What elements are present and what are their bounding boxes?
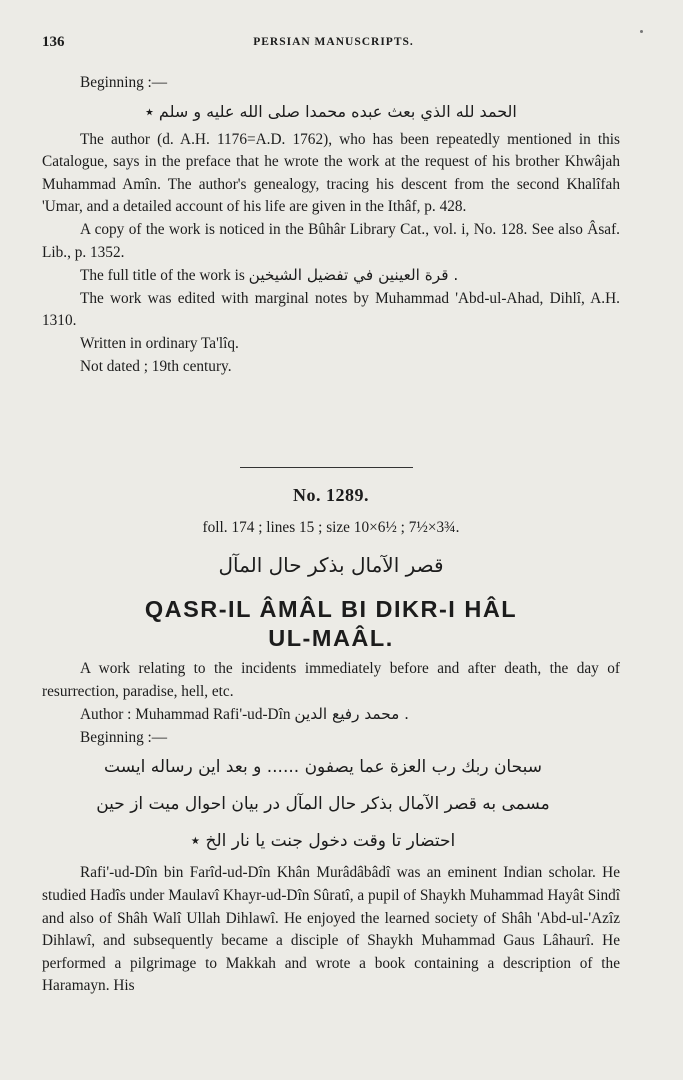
entry-body bbox=[42, 658, 620, 998]
beginning-arabic-block bbox=[42, 749, 620, 860]
entry-number: No. 1289. bbox=[293, 485, 369, 505]
entry-title-arabic: قصر الآمال بذكر حال المآل bbox=[218, 553, 444, 577]
running-title: PERSIAN MANUSCRIPTS. bbox=[253, 36, 414, 48]
author-line bbox=[42, 703, 620, 727]
running-header bbox=[42, 34, 625, 54]
previous-entry bbox=[42, 72, 620, 378]
beginning-arabic-line: سبحان ربك رب العزة عما يصفون ...... و بعد این رساله ایست bbox=[104, 757, 542, 778]
author-prefix: Author : Muhammad Rafi'-ud-Dîn bbox=[80, 706, 291, 724]
beginning-arabic-line: احتضار تا وقت دخول جنت یا نار الخ ٭ bbox=[190, 831, 456, 852]
entry-title-line-2: UL-MAÂL. bbox=[268, 625, 394, 651]
entry-beginning-label: Beginning :— bbox=[80, 728, 168, 746]
page-number: 136 bbox=[42, 34, 65, 50]
edition-paragraph: The work was edited with marginal notes by Muhammad 'Abd-ul-Ahad, Dihlî, A.H. 1310. bbox=[42, 289, 620, 330]
author-biography: Rafi'-ud-Dîn bin Farîd-ud-Dîn Khân Murâdâbâdî was an eminent Indian scholar. He studied Hadîs under Maulavî Khayr-ud-Dîn Sûratî, a pupil of Shaykh Muhammad Hayât Sindî and also of Shâh Walî Ullah Dihlawî. He enjoyed the learned society of Shâh 'Abd-ul-'Azîz Dihlawî, and subsequently became a disciple of Shaykh Muhammad Gaus Lâhaurî. He performed a pilgrimage to Makkah and wrote a book containing a description of the Haramayn. His bbox=[42, 864, 620, 995]
beginning-label: Beginning :— bbox=[80, 74, 168, 91]
entry-description: A work relating to the incidents immediately before and after death, the day of resurrection, paradise, hell, etc. bbox=[42, 660, 620, 700]
beginning-arabic-line: مسمى به قصر الآمال بذكر حال المآل در بیان احوال میت از حین bbox=[96, 794, 550, 815]
full-title-line bbox=[42, 264, 620, 288]
full-title-prefix: The full title of the work is bbox=[80, 267, 245, 285]
entry-title bbox=[42, 595, 620, 653]
full-title-arabic: قرة العينين في تفضيل الشيخين . bbox=[248, 266, 459, 285]
copy-paragraph: A copy of the work is noticed in the Bûhâr Library Cat., vol. i, No. 128. See also Âsaf. Lib., p. 1352. bbox=[42, 220, 620, 261]
date-note: Not dated ; 19th century. bbox=[80, 357, 232, 375]
author-arabic: محمد رفيع الدين . bbox=[294, 705, 410, 724]
paper-speck bbox=[640, 30, 643, 33]
script-note: Written in ordinary Ta'lîq. bbox=[80, 334, 239, 352]
entry-title-line-1: QASR-IL ÂMÂL BI DIKR-I HÂL bbox=[144, 596, 518, 622]
author-paragraph: The author (d. A.H. 1176=A.D. 1762), who has been repeatedly mentioned in this Catalogue, says in the preface that he wrote the work at the request of his brother Khwâjah Muhammad Amîn. The author's genealogy, tracing his descent from the second Khalîfah 'Umar, and a detailed account of his life are given in the Ithâf, p. 428. bbox=[42, 130, 620, 216]
beginning-arabic: الحمد لله الذي بعث عبده محمدا صلى الله عليه و سلم ٭ bbox=[145, 101, 517, 121]
section-divider bbox=[240, 467, 413, 468]
entry-physical-description: foll. 174 ; lines 15 ; size 10×6½ ; 7½×3¾. bbox=[202, 519, 460, 536]
